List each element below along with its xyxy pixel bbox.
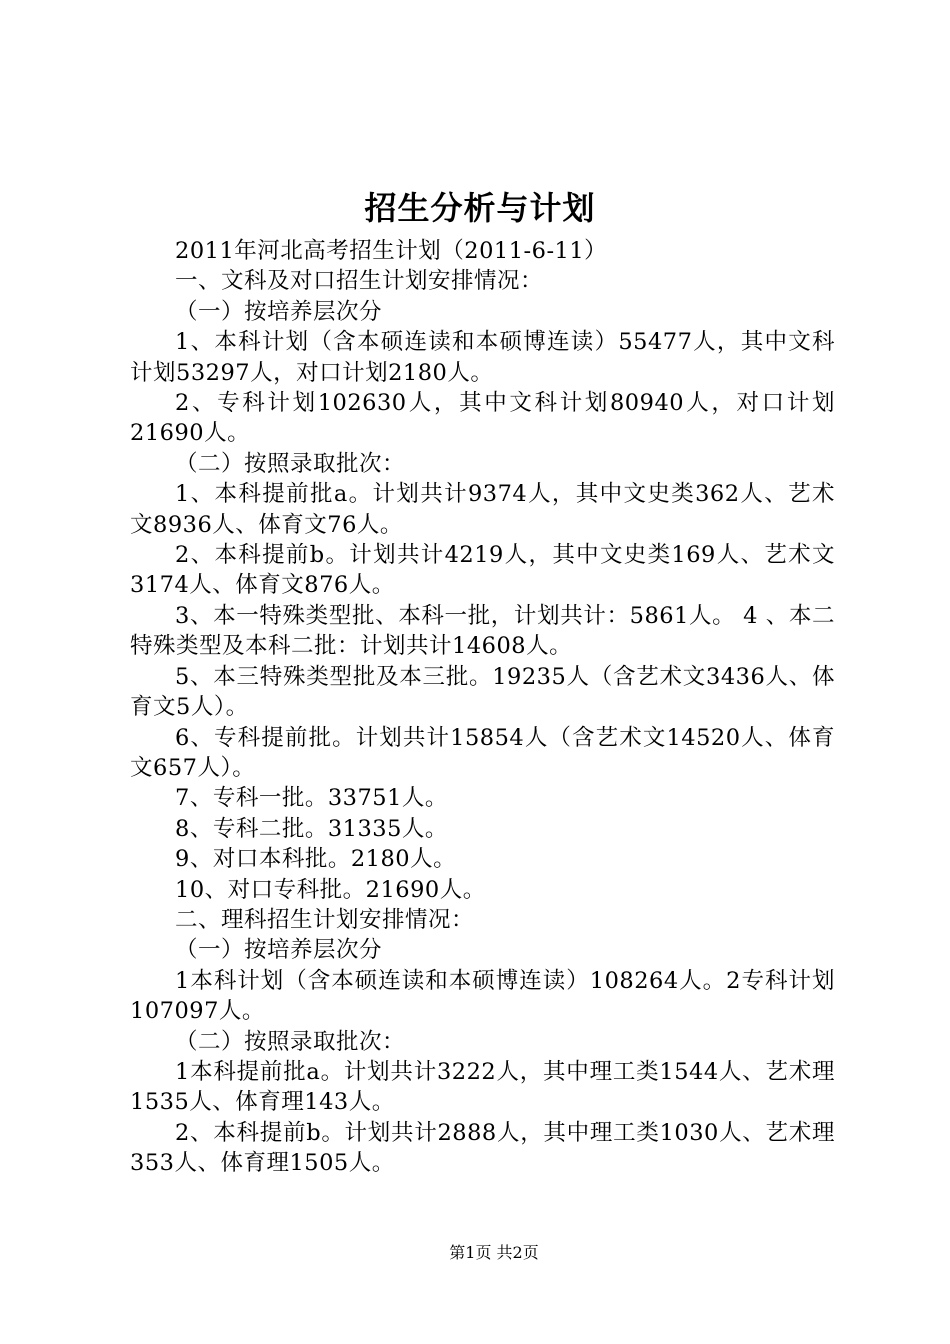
paragraph: 1、本科计划（含本硕连读和本硕博连读）55477人，其中文科计划53297人，对口计划2180人。: [130, 329, 835, 386]
paragraph-section-2-heading: 二、理科招生计划安排情况：: [175, 906, 475, 933]
page-footer: 第1页 共2页: [449, 1243, 539, 1262]
paragraph-section-1-heading: 一、文科及对口招生计划安排情况：: [175, 268, 544, 295]
paragraph: 1、本科提前批a。计划共计9374人，其中文史类362人、艺术文8936人、体育文76人。: [130, 481, 835, 538]
paragraph: 2、本科提前b。计划共计2888人，其中理工类1030人、艺术理353人、体育理1505人。: [130, 1119, 835, 1177]
paragraph-subsection-heading: （一）按培养层次分: [175, 937, 383, 964]
paragraph-subsection-heading: （二）按照录取批次：: [175, 450, 406, 477]
document-title: 招生分析与计划: [364, 189, 596, 227]
paragraph: 1本科计划（含本硕连读和本硕博连读）108264人。2专科计划107097人。: [130, 967, 835, 1025]
paragraph: 5、本三特殊类型批及本三批。19235人（含艺术文3436人、体育文5人）。: [130, 663, 835, 721]
paragraph: 3、本一特殊类型批、本科一批，计划共计：5861人。 4 、本二特殊类型及本科二批：计划共计14608人。: [130, 602, 835, 660]
paragraph: 1本科提前批a。计划共计3222人，其中理工类1544人、艺术理1535人、体育理143人。: [130, 1058, 835, 1116]
paragraph-subsection-heading: （二）按照录取批次：: [175, 1028, 406, 1055]
document-body: [130, 236, 835, 1179]
paragraph-subsection-heading: （一）按培养层次分: [175, 298, 383, 325]
paragraph: 6、专科提前批。计划共计15854人（含艺术文14520人、体育文657人）。: [130, 724, 835, 781]
paragraph: 10、对口专科批。21690人。: [175, 876, 486, 903]
paragraph: 8、专科二批。31335人。: [175, 815, 448, 842]
paragraph: 7、专科一批。33751人。: [175, 785, 448, 812]
paragraph: 9、对口本科批。2180人。: [175, 846, 457, 873]
paragraph: 2、本科提前b。计划共计4219人，其中文史类169人、艺术文3174人、体育文876人。: [130, 542, 835, 599]
paragraph-intro: 2011年河北高考招生计划（2011-6-11）: [175, 238, 608, 264]
paragraph: 2、专科计划102630人，其中文科计划80940人，对口计划21690人。: [130, 390, 835, 447]
